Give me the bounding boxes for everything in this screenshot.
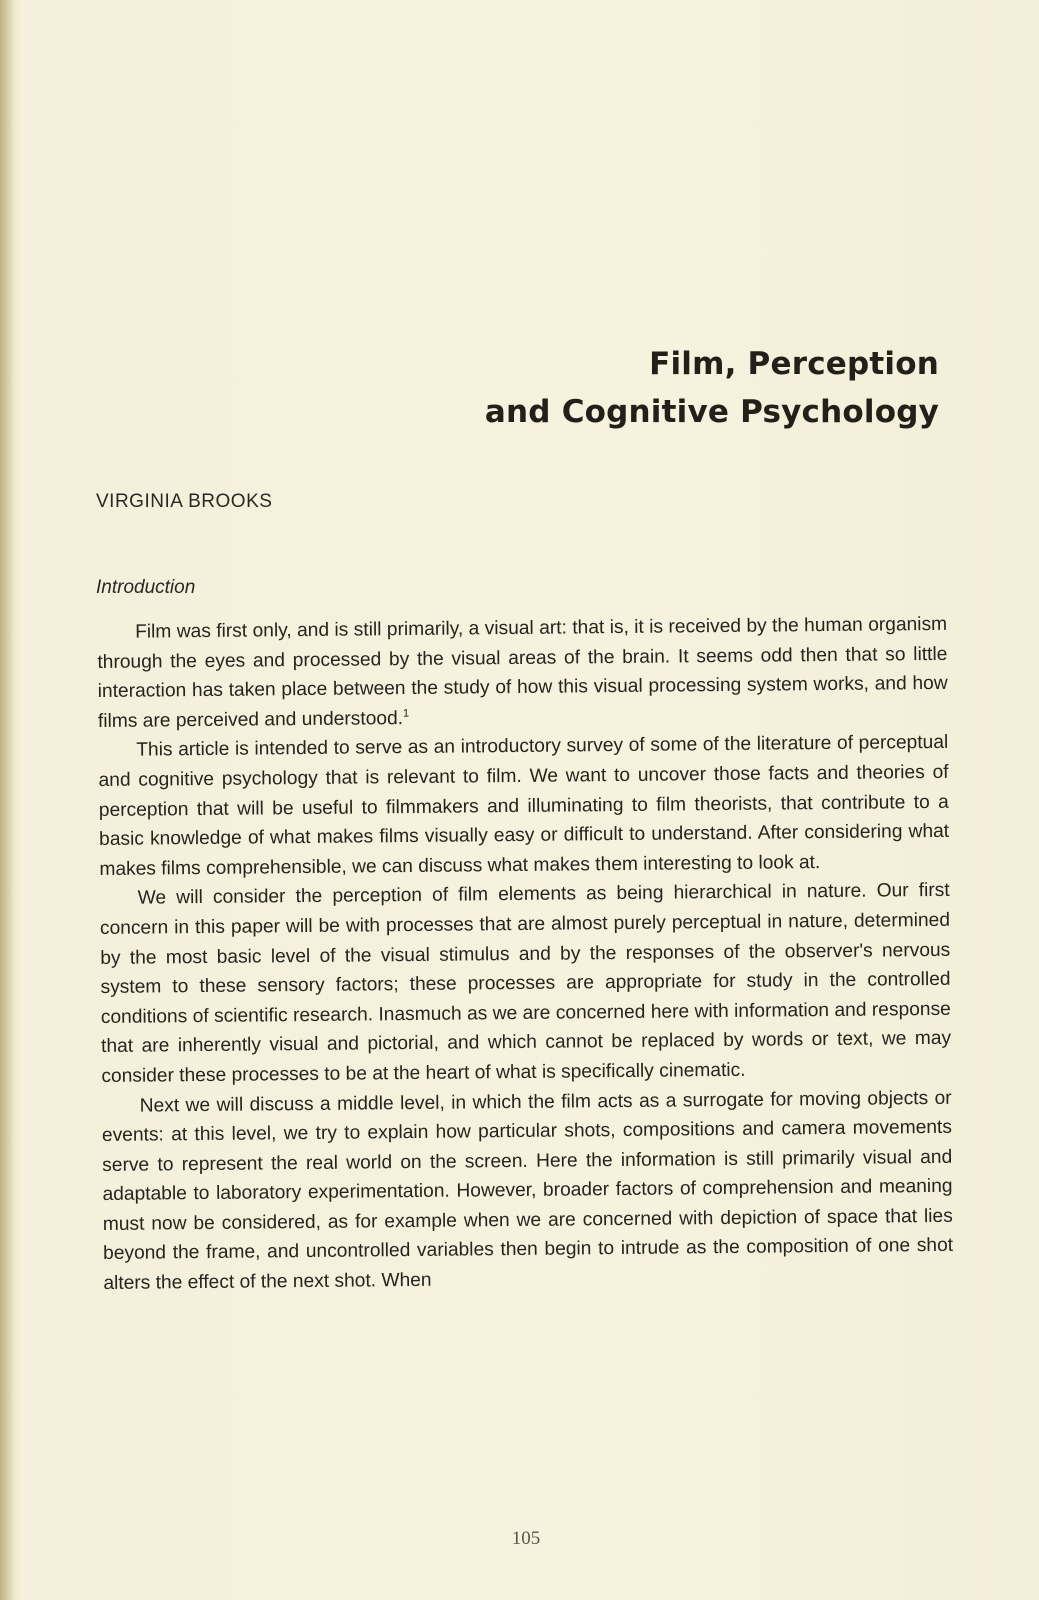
article-title-line-1: Film, Perception xyxy=(649,346,939,382)
book-spine-shadow xyxy=(0,0,14,1600)
paragraph-2: This article is intended to serve as an introductory survey of some of the literature of perceptual and cognitive psychology that is relevant to film. We want to uncover those facts and theories of perception that will be useful to filmmakers and illuminating to film theorists, that contribute to a basic knowledge of what makes films visually easy or difficult to understand. After considering what makes films comprehensible, we can discuss what makes them interesting to look at. xyxy=(98,732,950,880)
page-number: 105 xyxy=(511,1528,541,1549)
paragraph-4: Next we will discuss a middle level, in which the film acts as a surrogate for moving objects or events: at this level, we try to explain how particular shots, compositions and camera movements serve to represent the real world on the screen. Here the information is still primarily visual and adaptable to laboratory experimentation. However, broader factors of comprehension and meaning must now be considered, as for example when we are concerned with depiction of space that lies beyond the frame, and uncontrolled variables then begin to intrude as the composition of one shot alters the effect of the next shot. When xyxy=(101,1087,954,1295)
article-title-line-2: and Cognitive Psychology xyxy=(484,394,939,430)
paragraph-1 xyxy=(97,610,948,737)
body-text xyxy=(97,610,953,1299)
article-title xyxy=(485,340,939,436)
paragraph-1-text: Film was first only, and is still primarily, a visual art: that is, it is received by the human organism through the eyes and processed by the visual areas of the brain. It seems odd then that so little interaction has taken place between the study of how this visual processing system works, and how films are perceived and understood. xyxy=(97,613,948,732)
paragraph-3: We will consider the perception of film elements as being hierarchical in nature. Our first concern in this paper will be with processes that are almost purely perceptual in nature, determined by the most basic level of the visual stimulus and by the responses of the observer's nervous system to these sensory factors; these processes are appropriate for study in the controlled conditions of scientific research. Inasmuch as we are concerned here with information and response that are inherently visual and pictorial, and which cannot be replaced by words or text, we may consider these processes to be at the heart of what is specifically cinematic. xyxy=(99,880,952,1087)
section-heading: Introduction xyxy=(96,577,196,598)
footnote-marker: 1 xyxy=(402,707,410,720)
author-name: VIRGINIA BROOKS xyxy=(96,491,273,512)
